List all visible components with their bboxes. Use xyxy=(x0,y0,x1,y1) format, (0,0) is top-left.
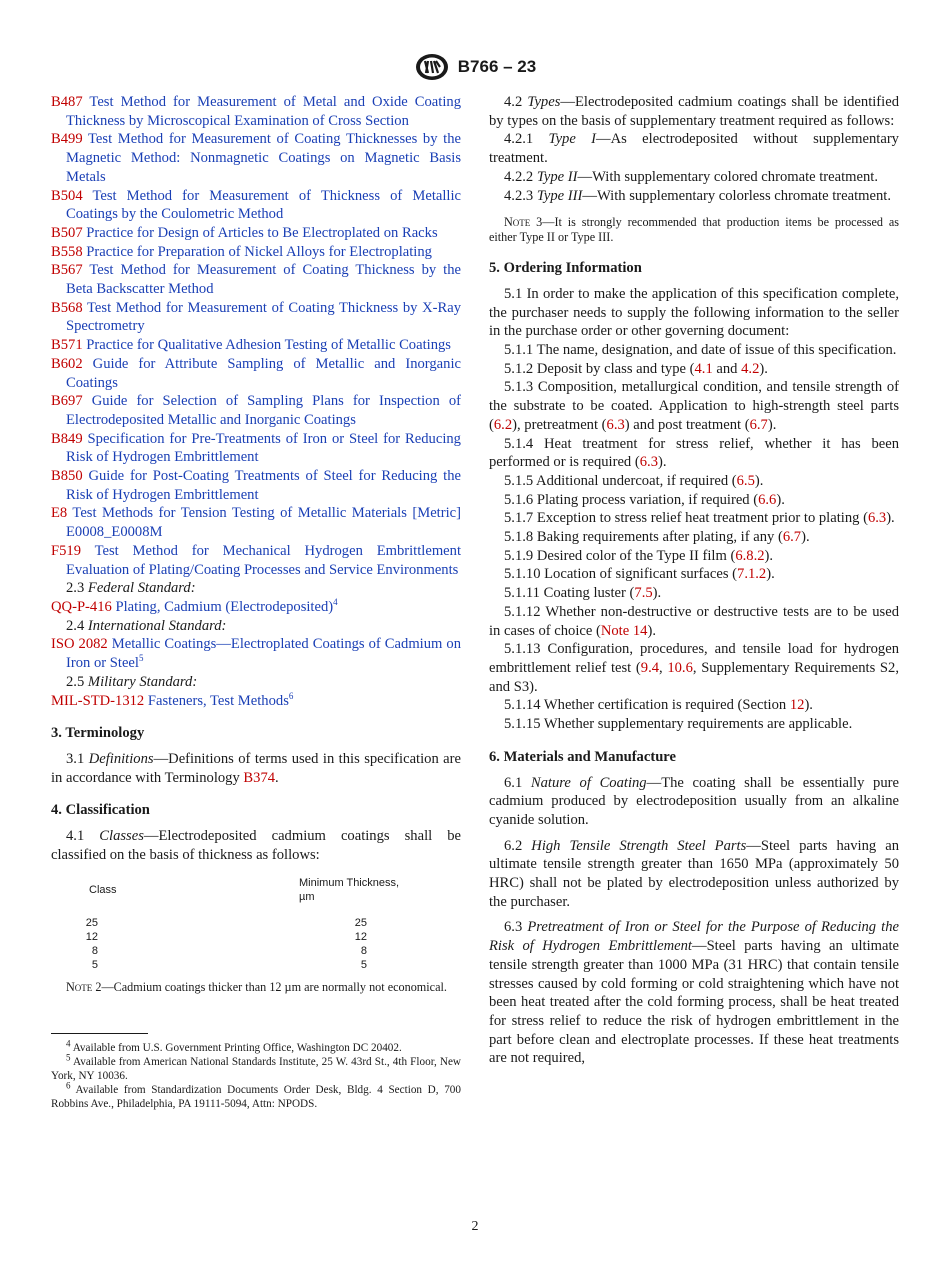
class-cell: 25 xyxy=(85,917,98,930)
reference-title: Test Method for Mechanical Hydrogen Embrittlement Evaluation of Plating/Coating Processes and Service Environments xyxy=(66,542,461,578)
footnote: $^4$ Available from U.S. Government Printing Office, Washington DC 20402. xyxy=(66,1038,402,1055)
astm-logo-icon xyxy=(414,52,450,82)
ordering-item-10: 5.1.10 Location of significant surfaces (7.1.2). xyxy=(504,566,775,583)
federal-standard-heading: 2.3 Federal Standard: xyxy=(66,580,196,597)
table-header-class: Class xyxy=(89,884,117,897)
reference-code: B558 xyxy=(51,243,83,260)
terminology-heading: 3. Terminology xyxy=(51,725,145,742)
xref-link[interactable]: 7.1.2 xyxy=(737,566,767,583)
page-number: 2 xyxy=(471,1219,479,1234)
reference-title: Guide for Selection of Sampling Plans for Inspection of Electrodeposited Metallic and Inorganic Coatings xyxy=(66,393,461,428)
military-standard-ref[interactable]: MIL-STD-1312 Fasteners, Test Methods$^6$ xyxy=(51,690,294,709)
ordering-heading: 5. Ordering Information xyxy=(489,260,642,277)
ordering-item-1: 5.1.1 The name, designation, and date of issue of this specification. xyxy=(504,342,897,359)
type-iii-paragraph: 4.2.3 Type III—With supplementary colorless chromate treatment. xyxy=(504,187,891,204)
table-row xyxy=(89,944,409,958)
xref-link[interactable]: 6.2 xyxy=(493,416,513,433)
xref-link[interactable]: 6.7 xyxy=(749,416,768,433)
reference-item[interactable] xyxy=(51,355,461,392)
class-thickness-table xyxy=(85,876,409,972)
type-ii-paragraph: 4.2.2 Type II—With supplementary colored chromate treatment. xyxy=(504,168,879,185)
xref-link[interactable]: 6.3 xyxy=(867,510,887,527)
thickness-cell: 12 xyxy=(354,931,367,944)
reference-title: Test Method for Measurement of Metal and Oxide Coating Thickness by Microscopical Examination of Cross Section xyxy=(66,94,461,129)
international-standard-ref[interactable]: ISO 2082 Metallic Coatings—Electroplated Coatings of Cadmium on Iron or Steel$^5$ xyxy=(51,636,461,672)
xref-link[interactable]: 4.2 xyxy=(741,360,760,377)
reference-code: B507 xyxy=(51,224,83,241)
type-i-paragraph: 4.2.1 Type I—As electrodeposited without supplementary treatment. xyxy=(489,131,899,167)
reference-item[interactable] xyxy=(51,130,461,186)
xref-link[interactable]: 10.6 xyxy=(667,659,693,676)
reference-code: E8 xyxy=(51,505,68,522)
class-cell: 5 xyxy=(91,959,98,972)
ordering-item-6: 5.1.6 Plating process variation, if required (6.6). xyxy=(504,491,785,508)
table-row xyxy=(89,958,409,972)
ordering-item-4: 5.1.4 Heat treatment for stress relief, whether it has been performed or is required (6.3). xyxy=(489,435,899,471)
reference-title: Guide for Post-Coating Treatments of Steel for Reducing the Risk of Hydrogen Embrittlement xyxy=(66,468,461,503)
international-standard-heading: 2.4 International Standard: xyxy=(66,617,227,634)
reference-title: Test Method for Measurement of Coating Thicknesses by the Magnetic Method: Nonmagnetic Coatings on Magnetic Basis Metals xyxy=(66,131,461,185)
table-row xyxy=(89,916,409,930)
xref-link[interactable]: 6.5 xyxy=(736,472,755,489)
reference-item[interactable] xyxy=(51,224,461,243)
reference-code: B487 xyxy=(51,94,83,110)
materials-p3: 6.3 Pretreatment of Iron or Steel for the Purpose of Reducing the Risk of Hydrogen Embrittlement—Steel parts having an ultimate tensile strength greater than 1000 MPa (31 HRC) that contain tensile stresses caused by cold forming or cold straightening which have not been heat treated after the cold forming process, shall be heat treated for stress relief to reduce the risk of hydrogen embrittlement in the part before clean and electroplate processes. If these heat treatments are not required, xyxy=(489,919,899,1067)
xref-link[interactable]: 6.3 xyxy=(606,416,625,433)
reference-item[interactable] xyxy=(51,243,461,262)
ordering-item-8: 5.1.8 Baking requirements after plating, if any (6.7). xyxy=(504,529,810,546)
reference-code: B568 xyxy=(51,299,83,316)
reference-code: B850 xyxy=(51,468,83,485)
reference-title: Practice for Design of Articles to Be Electroplated on Racks xyxy=(86,224,438,241)
ordering-item-13: 5.1.13 Configuration, procedures, and tensile load for hydrogen embrittlement relief test (9.4, 10.6, Supplementary Requirements S2, and S3). xyxy=(489,641,899,695)
footnotes xyxy=(51,1038,461,1111)
reference-code: B697 xyxy=(51,393,83,410)
xref-link[interactable]: 12 xyxy=(789,697,805,714)
materials-p1: 6.1 Nature of Coating—The coating shall be essentially pure cadmium produced by electrodeposition usually from an alkaline cyanide solution. xyxy=(489,774,899,828)
reference-item[interactable] xyxy=(51,261,461,298)
class-cell: 12 xyxy=(85,931,98,944)
reference-code: B499 xyxy=(51,131,83,148)
reference-title: Guide for Attribute Sampling of Metallic and Inorganic Coatings xyxy=(66,355,461,391)
materials-heading: 6. Materials and Manufacture xyxy=(489,748,676,765)
thickness-cell: 25 xyxy=(354,917,367,930)
reference-code: F519 xyxy=(51,542,82,559)
xref-link[interactable]: 6.7 xyxy=(782,529,802,546)
ordering-item-14: 5.1.14 Whether certification is required (Section 12). xyxy=(504,697,813,714)
reference-item[interactable] xyxy=(51,467,461,504)
reference-code: B504 xyxy=(51,187,83,204)
xref-link[interactable]: 6.6 xyxy=(758,491,777,508)
xref-link[interactable]: 4.1 xyxy=(694,360,713,377)
reference-item[interactable] xyxy=(51,504,461,541)
reference-title: Test Methods for Tension Testing of Metallic Materials [Metric] E0008_E0008M xyxy=(66,505,461,541)
military-standard-heading: 2.5 Military Standard: xyxy=(66,673,198,690)
thickness-cell: 8 xyxy=(360,945,367,958)
note-2: Note 2—Cadmium coatings thicker than 12 µm are normally not economical. xyxy=(66,980,447,995)
left-column xyxy=(51,93,461,1111)
page-header xyxy=(0,52,950,82)
reference-title: Practice for Qualitative Adhesion Testing of Metallic Coatings xyxy=(86,337,451,354)
federal-standard-ref[interactable]: QQ-P-416 Plating, Cadmium (Electrodeposited)$^4$ xyxy=(51,597,338,615)
reference-item[interactable] xyxy=(51,392,461,429)
reference-code: B602 xyxy=(51,355,83,372)
ordering-item-2: 5.1.2 Deposit by class and type (4.1 and 4.2). xyxy=(504,360,768,377)
materials-p2: 6.2 High Tensile Strength Steel Parts—Steel parts having an ultimate tensile strength greater than 1650 MPa (approximately 50 HRC) shall not be plated by electrodeposition unless authorized by the purchaser. xyxy=(489,837,899,910)
table-row xyxy=(89,930,409,944)
terminology-paragraph: 3.1 Definitions—Definitions of terms used in this specification are in accordance with Terminology B374. xyxy=(51,750,461,786)
reference-code: B567 xyxy=(51,262,83,279)
ordering-intro: 5.1 In order to make the application of this specification complete, the purchaser needs to supply the following information to the seller in the purchase order or other governing document: xyxy=(489,285,899,340)
class-cell: 8 xyxy=(91,945,98,958)
note-3: Note 3—It is strongly recommended that production items be processed as either Type II or Type III. xyxy=(489,215,900,245)
xref-link[interactable]: 6.8.2 xyxy=(735,547,765,564)
reference-code: B571 xyxy=(51,337,83,354)
reference-item[interactable] xyxy=(51,299,461,336)
reference-title: Specification for Pre-Treatments of Iron or Steel for Reducing Risk of Hydrogen Embrittlement xyxy=(66,430,461,466)
ordering-item-9: 5.1.9 Desired color of the Type II film (6.8.2). xyxy=(504,547,774,564)
footnote: $^6$ Available from Standardization Documents Order Desk, Bldg. 4 Section D, 700 Robbins Ave., Philadelphia, PA 19111-5094, Attn: NPODS. xyxy=(51,1080,461,1111)
table-header-thickness: Minimum Thickness, µm xyxy=(299,877,400,904)
reference-item[interactable] xyxy=(51,93,461,130)
ordering-item-3: 5.1.3 Composition, metallurgical condition, and tensile strength of the substrate to be coated. Application to high-strength steel parts (6.2), pretreatment (6.3) and post treatment (6.7). xyxy=(489,379,899,433)
ordering-item-5: 5.1.5 Additional undercoat, if required (6.5). xyxy=(504,472,764,489)
footnote-divider xyxy=(51,1033,148,1034)
ordering-item-7: 5.1.7 Exception to stress relief heat treatment prior to plating (6.3). xyxy=(504,510,895,527)
reference-title: Test Method for Measurement of Coating Thickness by X-Ray Spectrometry xyxy=(66,299,461,335)
ordering-item-11: 5.1.11 Coating luster (7.5). xyxy=(504,585,662,602)
reference-item[interactable] xyxy=(51,336,461,355)
reference-list xyxy=(51,93,461,579)
reference-item[interactable] xyxy=(51,187,461,224)
classification-heading: 4. Classification xyxy=(51,802,150,819)
types-paragraph: 4.2 Types—Electrodeposited cadmium coatings shall be identified by types on the basis of supplementary treatment required as follows: xyxy=(489,94,899,129)
thickness-cell: 5 xyxy=(360,959,367,972)
ordering-item-12: 5.1.12 Whether non-destructive or destructive tests are to be used in cases of choice (Note 14). xyxy=(489,603,899,639)
xref-link[interactable]: 7.5 xyxy=(634,585,653,602)
classes-paragraph: 4.1 Classes—Electrodeposited cadmium coatings shall be classified on the basis of thickness as follows: xyxy=(51,828,461,863)
table-header-row xyxy=(89,876,409,904)
right-column xyxy=(489,93,899,1068)
reference-title: Test Method for Measurement of Coating Thickness by the Beta Backscatter Method xyxy=(66,262,461,298)
terminology-ref-link[interactable]: B374 xyxy=(243,769,276,786)
reference-item[interactable] xyxy=(51,430,461,467)
document-title: B766 – 23 xyxy=(457,57,537,76)
footnote: $^5$ Available from American National Standards Institute, 25 W. 43rd St., 4th Floor, New York, NY 10036. xyxy=(51,1052,461,1083)
xref-link[interactable]: 6.3 xyxy=(639,454,658,471)
ordering-item-15: 5.1.15 Whether supplementary requirements are applicable. xyxy=(504,716,853,733)
reference-title: Test Method for Measurement of Thickness of Metallic Coatings by the Coulometric Method xyxy=(66,187,461,223)
reference-code: B849 xyxy=(51,430,83,447)
xref-link[interactable]: 9.4 xyxy=(640,659,660,676)
xref-link[interactable]: Note 14 xyxy=(600,622,648,639)
reference-item[interactable] xyxy=(51,542,461,579)
reference-title: Practice for Preparation of Nickel Alloys for Electroplating xyxy=(86,243,432,260)
